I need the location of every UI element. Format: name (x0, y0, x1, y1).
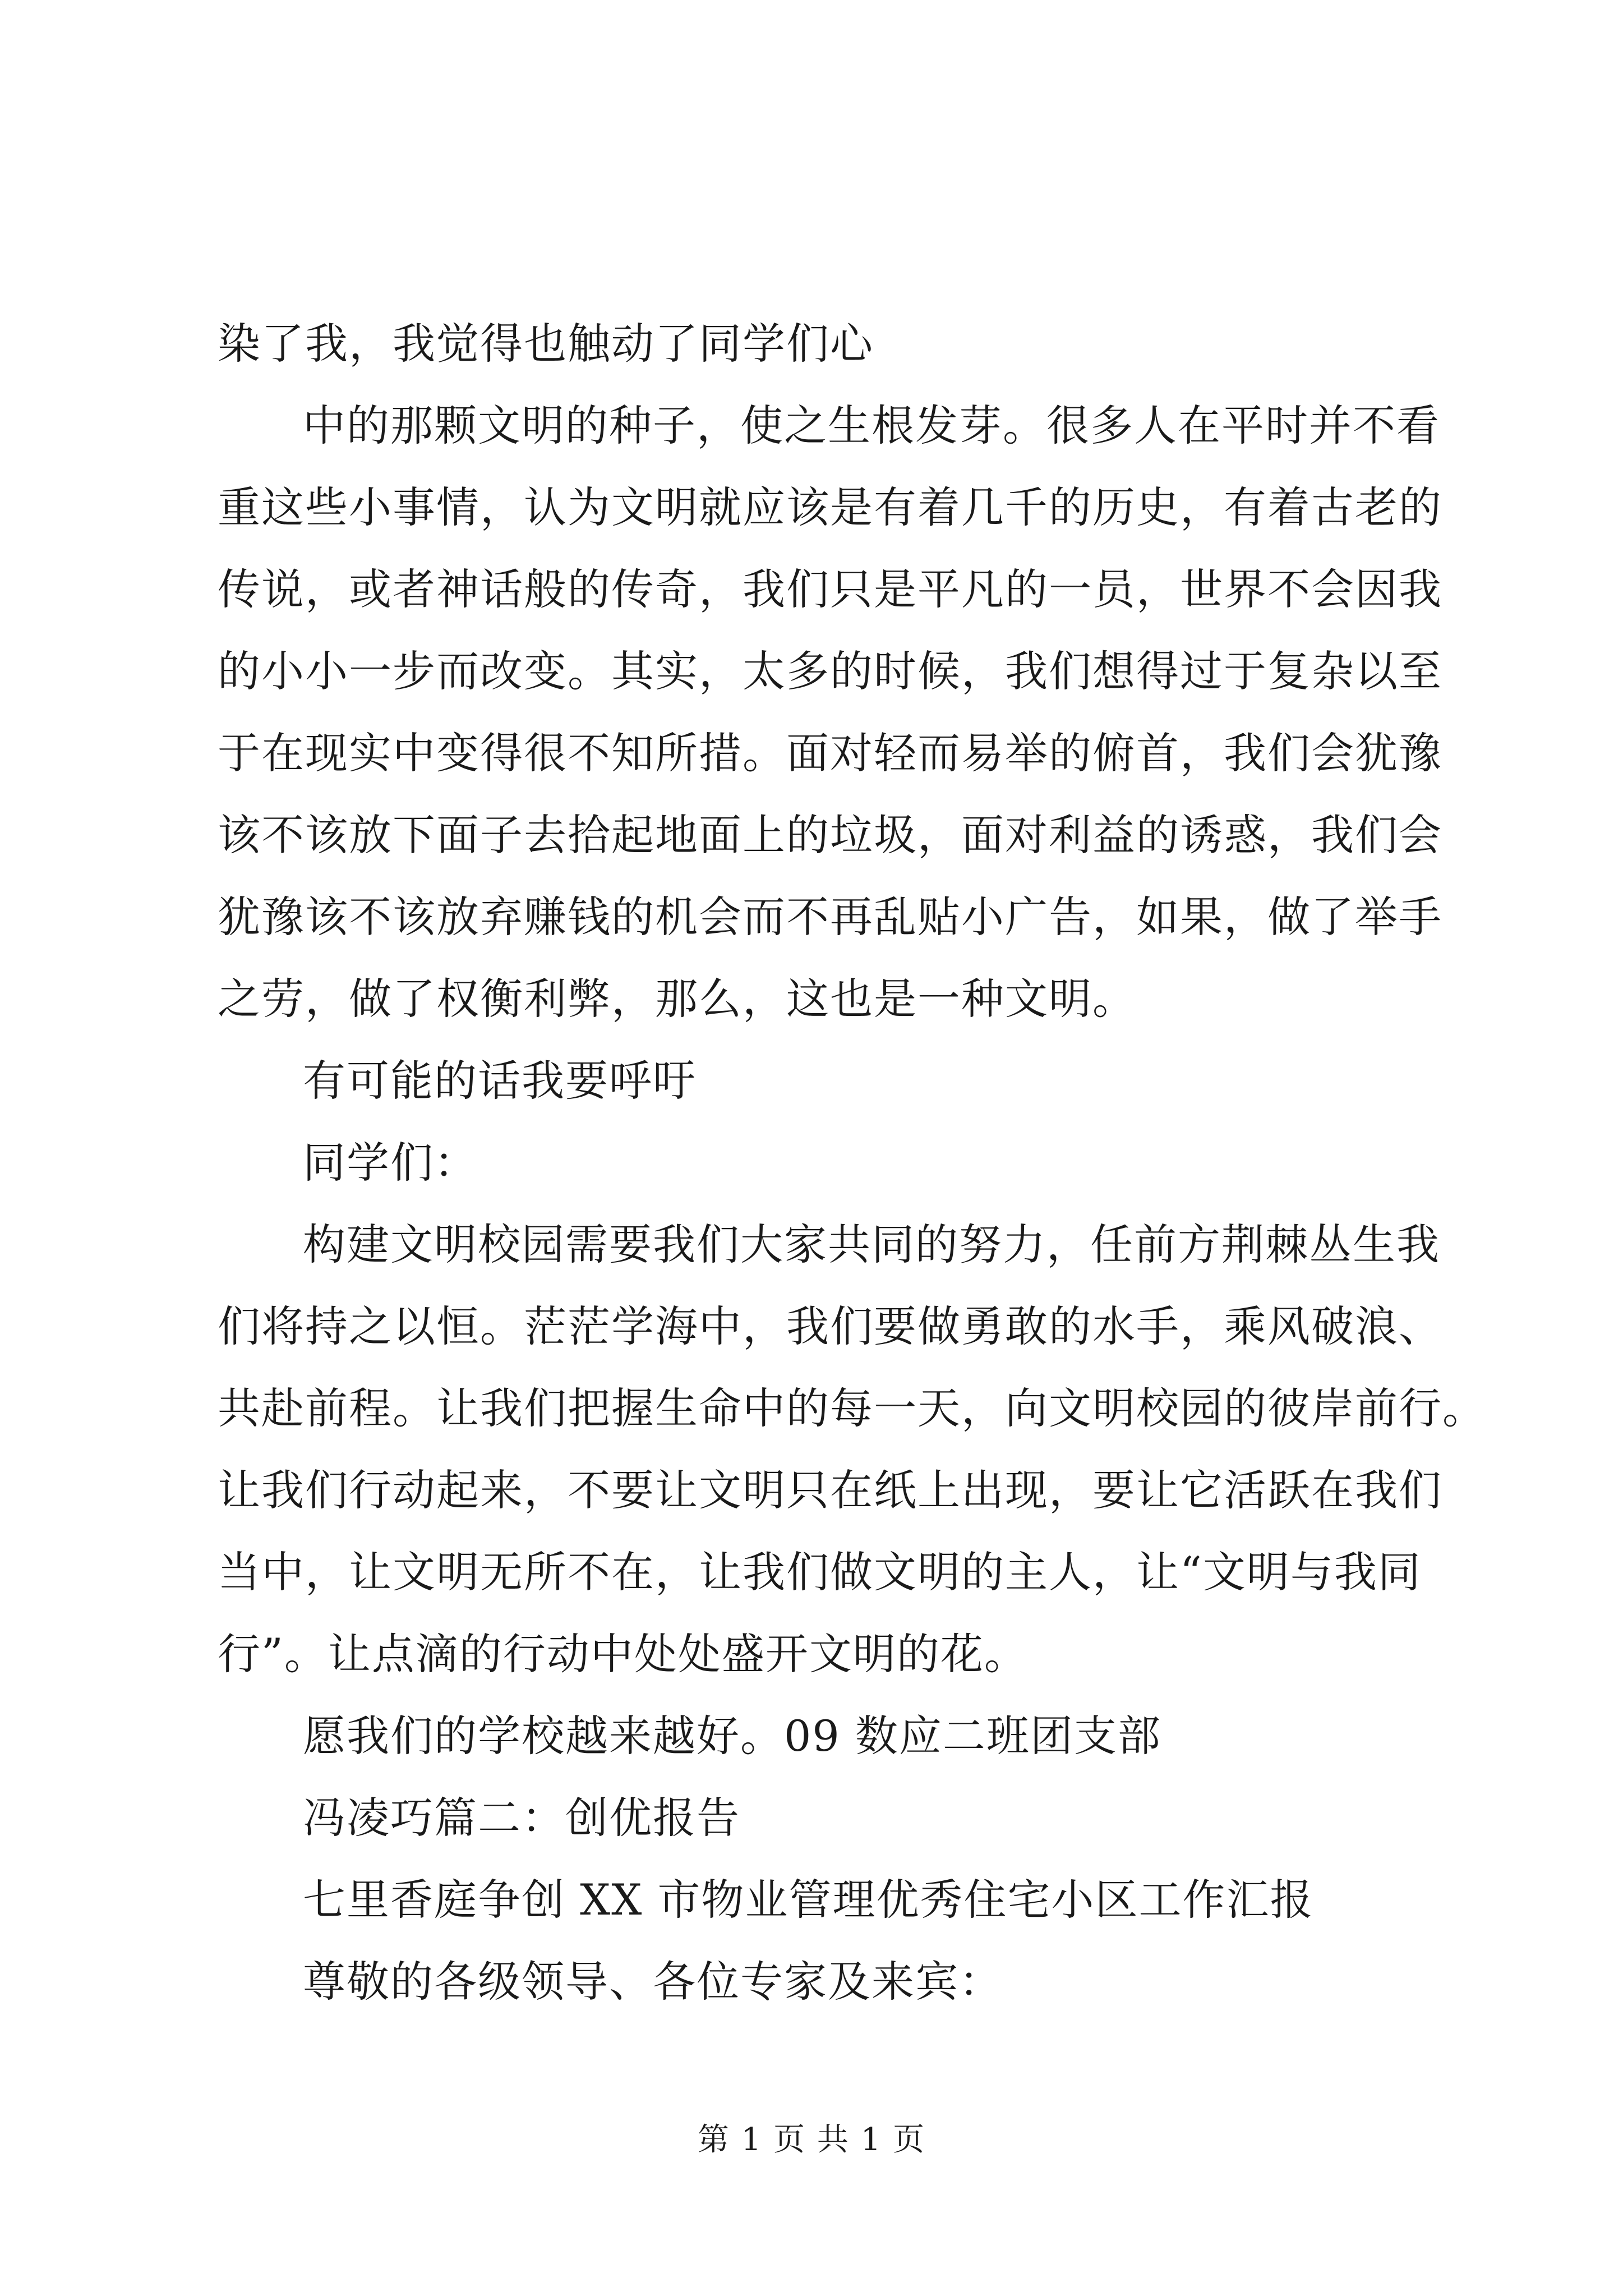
text-line: 之劳，做了权衡利弊，那么，这也是一种文明。 (218, 974, 1136, 1024)
text-line: 有可能的话我要呼吁 (303, 1056, 697, 1106)
text-line: 愿我们的学校越来越好。09 数应二班团支部 (303, 1711, 1161, 1761)
text-line: 该不该放下面子去拾起地面上的垃圾，面对利益的诱惑，我们会 (218, 810, 1442, 860)
text-line: 冯凌巧篇二：创优报告 (303, 1793, 740, 1843)
text-line: 的小小一步而改变。其实，太多的时候，我们想得过于复杂以至 (218, 646, 1442, 696)
text-line: 尊敬的各级领导、各位专家及来宾： (303, 1957, 1003, 2007)
text-line: 行”。让点滴的行动中处处盛开文明的花。 (218, 1629, 1028, 1679)
text-line: 们将持之以恒。茫茫学海中，我们要做勇敢的水手，乘风破浪、 (218, 1301, 1442, 1351)
document-body (218, 303, 1486, 2023)
text-line: 当中，让文明无所不在，让我们做文明的主人，让“文明与我同 (218, 1547, 1422, 1597)
text-line: 构建文明校园需要我们大家共同的努力，任前方荆棘丛生我 (303, 1220, 1440, 1269)
text-line: 染了我，我觉得也触动了同学们心 (218, 319, 874, 369)
text-line: 犹豫该不该放弃赚钱的机会而不再乱贴小广告，如果，做了举手 (218, 892, 1442, 942)
text-line: 重这些小事情，认为文明就应该是有着几千的历史，有着古老的 (218, 482, 1442, 532)
text-line: 中的那颗文明的种子，使之生根发芽。很多人在平时并不看 (303, 401, 1440, 450)
text-line: 传说，或者神话般的传奇，我们只是平凡的一员，世界不会因我 (218, 564, 1442, 614)
text-line: 让我们行动起来，不要让文明只在纸上出现，要让它活跃在我们 (218, 1465, 1442, 1515)
text-line: 于在现实中变得很不知所措。面对轻而易举的俯首，我们会犹豫 (218, 728, 1442, 778)
text-line: 共赴前程。让我们把握生命中的每一天，向文明校园的彼岸前行。 (218, 1383, 1486, 1433)
text-line: 同学们： (303, 1138, 478, 1188)
text-line: 七里香庭争创 XX 市物业管理优秀住宅小区工作汇报 (303, 1875, 1314, 1925)
page-footer: 第 1 页 共 1 页 (697, 2122, 926, 2158)
